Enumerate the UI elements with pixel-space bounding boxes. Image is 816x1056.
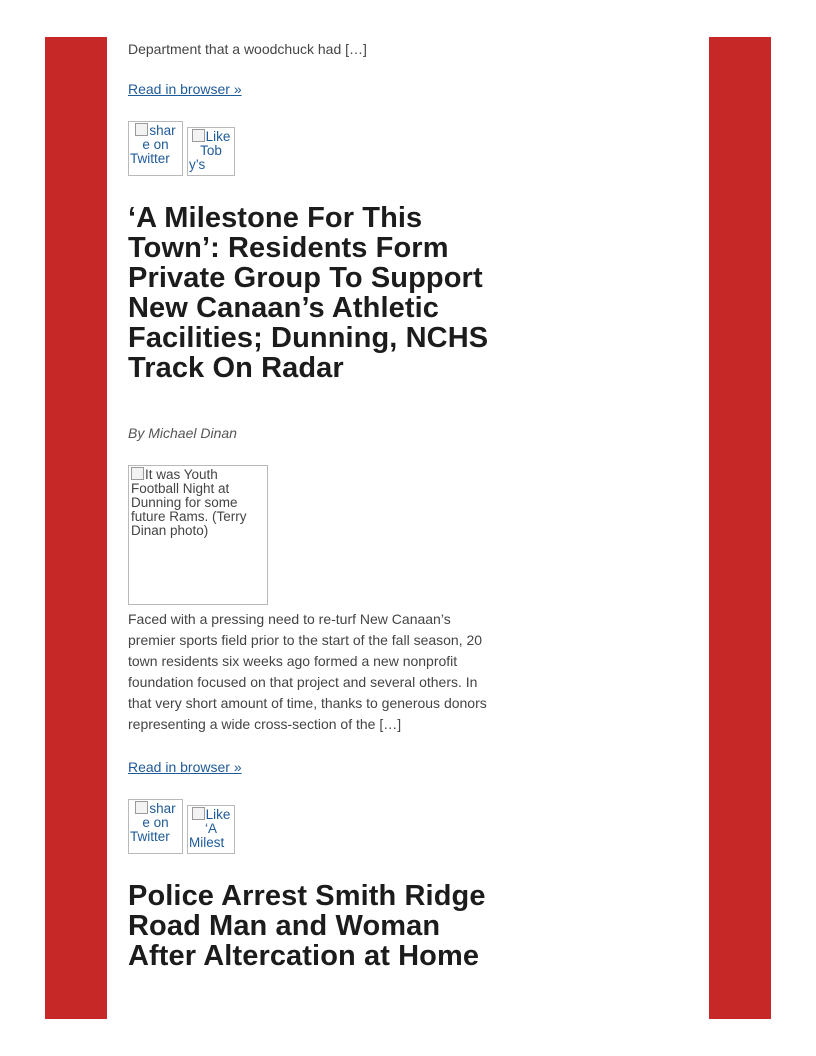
broken-image-icon xyxy=(192,129,205,142)
article-body: Faced with a pressing need to re-turf New Canaan’s premier sports field prior to the start of the fall season, 20 town residents six weeks ago formed a new nonprofit foundation focused on that project and several others. In that very short amount of time, thanks to generous donors representing a wide cross-section of the […] xyxy=(128,611,487,732)
article-byline: By Michael Dinan xyxy=(128,425,237,441)
like-facebook-image[interactable]: Like Tob y’s xyxy=(187,127,235,176)
right-red-rail xyxy=(709,37,771,1019)
share-row xyxy=(128,799,328,855)
share-on-twitter-image[interactable]: shar e on Twitter xyxy=(128,121,183,176)
read-in-browser-link[interactable]: Read in browser » xyxy=(128,81,242,97)
share-on-twitter-image[interactable]: shar e on Twitter xyxy=(128,799,183,854)
article-headline[interactable]: Police Arrest Smith Ridge Road Man and Woman After Altercation at Home xyxy=(128,880,486,972)
previous-article-snippet: Department that a woodchuck had […] xyxy=(128,41,367,57)
share-row xyxy=(128,121,328,177)
left-red-rail xyxy=(45,37,107,1019)
broken-image-icon xyxy=(135,123,148,136)
like-facebook-image[interactable]: Like ‘A Milest xyxy=(187,805,235,854)
article-headline[interactable]: ‘A Milestone For This Town’: Residents Form Private Group To Support New Canaan’s Athletic Facilities; Dunning, NCHS Track On Radar xyxy=(128,202,489,384)
read-in-browser-link[interactable]: Read in browser » xyxy=(128,759,242,775)
broken-image-icon xyxy=(135,801,148,814)
broken-image-icon xyxy=(192,807,205,820)
article-photo-alt-text: It was Youth Football Night at Dunning for some future Rams. (Terry Dinan photo) xyxy=(131,467,247,538)
broken-image-icon xyxy=(131,467,144,480)
article-photo xyxy=(128,465,268,605)
